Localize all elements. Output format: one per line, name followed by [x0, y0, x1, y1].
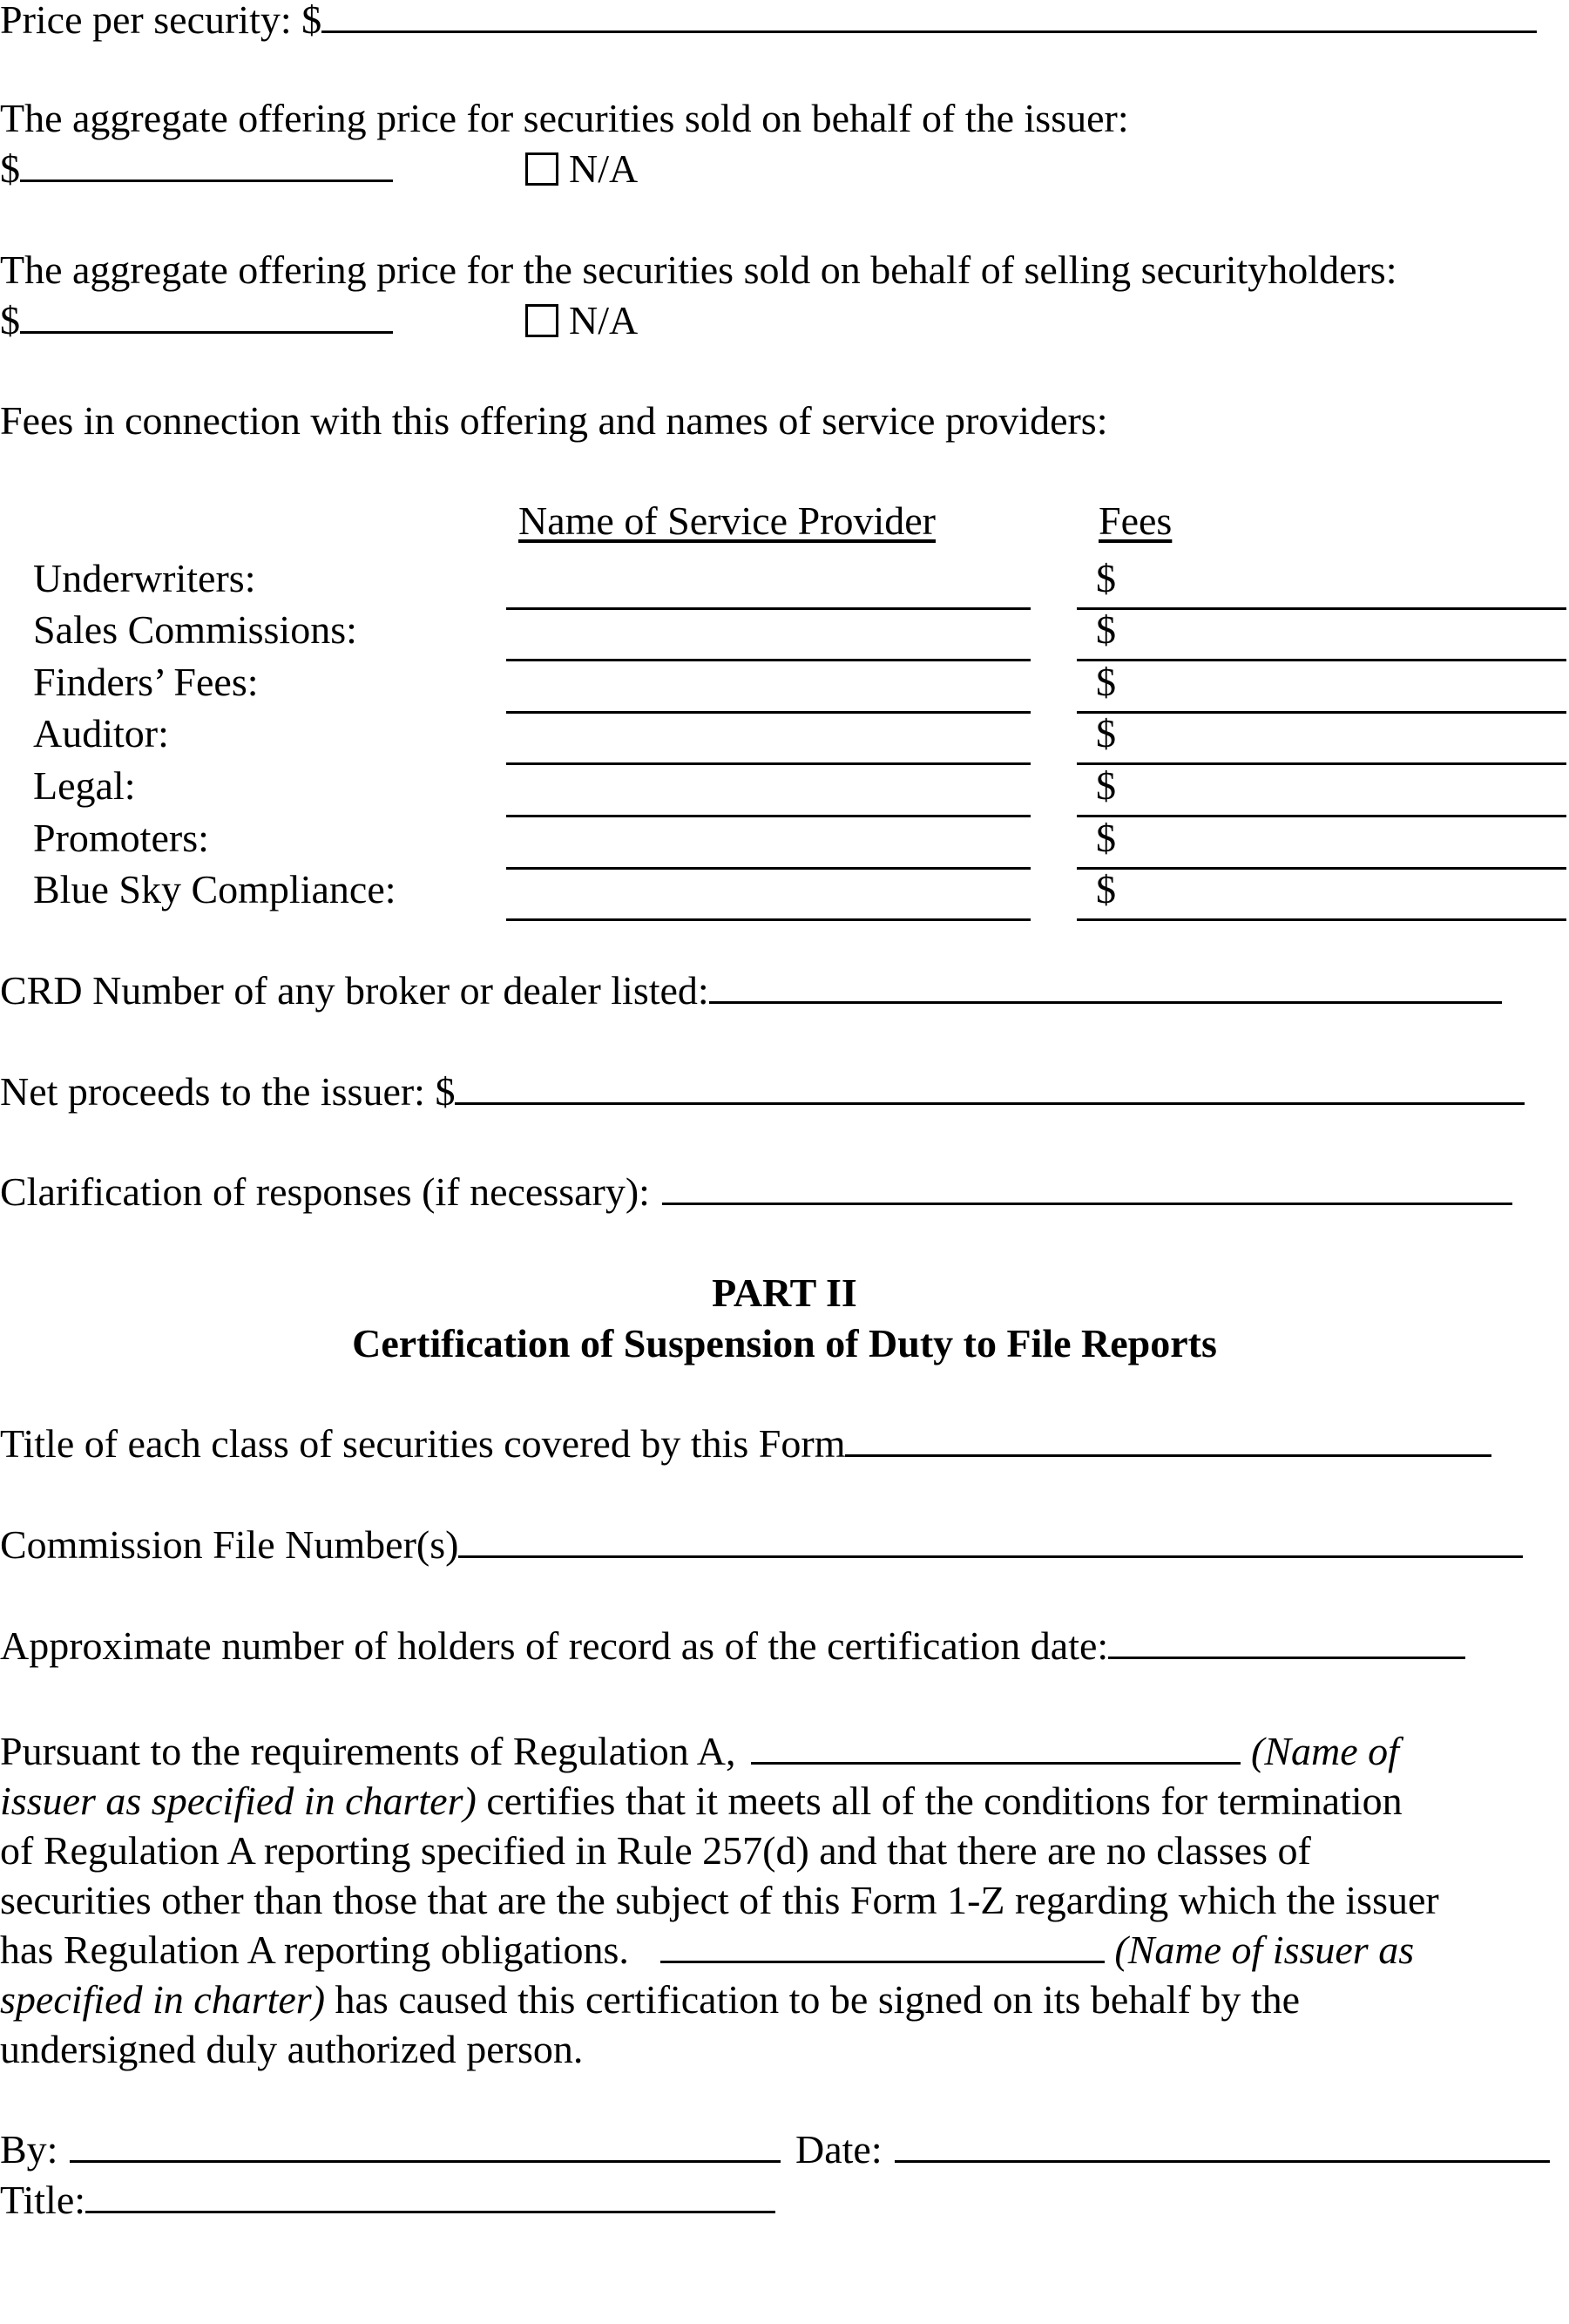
date-field[interactable] [895, 2160, 1550, 2163]
commission-file-line [0, 1522, 1523, 1567]
date-label: Date: [795, 2127, 883, 2172]
fee-row-label: Auditor: [33, 711, 169, 755]
clarification-label: Clarification of responses (if necessary): [0, 1169, 650, 1214]
fee-amount-field[interactable] [1077, 918, 1566, 921]
title-class-line [0, 1421, 1491, 1466]
fee-row-label: Legal: [33, 763, 136, 808]
price-per-security-field[interactable] [321, 30, 1537, 33]
fee-row-legal [0, 763, 1569, 816]
title-line [0, 2180, 775, 2220]
provider-name-field[interactable] [506, 815, 1031, 817]
holders-field[interactable] [1108, 1657, 1465, 1659]
fee-row-label: Finders’ Fees: [33, 660, 259, 704]
fee-row-underwriters [0, 556, 1569, 609]
para-text: has Regulation A reporting obligations. [0, 1928, 629, 1972]
col-header-fees: Fees [1099, 498, 1173, 543]
provider-name-field[interactable] [506, 659, 1031, 661]
clarification-field[interactable] [662, 1203, 1512, 1205]
agg-selling-line [0, 298, 393, 342]
part2-subheading: Certification of Suspension of Duty to File Reports [352, 1321, 1217, 1365]
para-text: securities other than those that are the subject of this Form 1-Z regarding which the issuer [0, 1878, 1439, 1922]
para-text: Pursuant to the requirements of Regulation A, [0, 1729, 736, 1773]
holders-line [0, 1623, 1465, 1668]
title-label: Title: [0, 2178, 86, 2222]
col-header-name: Name of Service Provider [518, 498, 937, 543]
dollar-sign: $ [1096, 607, 1116, 652]
para-text: of Regulation A reporting specified in Rule 257(d) and that there are no classes of [0, 1828, 1311, 1873]
by-label: By: [0, 2127, 58, 2172]
dollar-sign: $ [1096, 763, 1116, 808]
title-class-field[interactable] [845, 1454, 1491, 1457]
para-italic-text: issuer as specified in charter) [0, 1779, 477, 1823]
para-italic-text: specified in charter) [0, 1977, 326, 2022]
agg-selling-label: The aggregate offering price for the securities sold on behalf of selling securityholders: [0, 247, 1397, 292]
fee-row-auditor [0, 711, 1569, 764]
crd-label: CRD Number of any broker or dealer listed: [0, 968, 709, 1013]
commission-file-label: Commission File Number(s) [0, 1522, 459, 1567]
provider-name-field[interactable] [506, 918, 1031, 921]
para-text: has caused this certification to be signed on its behalf by the [325, 1977, 1301, 2022]
certification-paragraph [0, 1726, 1569, 2074]
clarification-line [0, 1169, 1512, 1214]
fee-amount-field[interactable] [1077, 659, 1566, 661]
crd-field[interactable] [709, 1001, 1502, 1004]
fee-row-label: Promoters: [33, 816, 209, 860]
dollar-sign: $ [1096, 556, 1116, 600]
agg-selling-field[interactable] [20, 331, 393, 334]
fee-amount-field[interactable] [1077, 762, 1566, 765]
para-italic-text: (Name of issuer as [1114, 1928, 1415, 1972]
date-line [795, 2127, 1550, 2172]
title-field[interactable] [85, 2211, 775, 2213]
issuer-name-field[interactable] [751, 1762, 1241, 1765]
fee-row-label: Underwriters: [33, 556, 256, 600]
agg-selling-na-checkbox[interactable] [525, 304, 558, 337]
agg-issuer-field[interactable] [20, 180, 393, 182]
fee-row-blue-sky [0, 867, 1569, 920]
fee-row-promoters [0, 818, 1569, 869]
dollar-sign: $ [1096, 660, 1116, 704]
crd-line [0, 968, 1502, 1013]
agg-issuer-na-checkbox[interactable] [525, 152, 558, 186]
net-proceeds-label: Net proceeds to the issuer: $ [0, 1069, 456, 1114]
dollar-sign: $ [0, 298, 20, 342]
fee-row-sales-commissions [0, 607, 1569, 661]
para-text: undersigned duly authorized person. [0, 2027, 584, 2071]
part2-heading: PART II [712, 1270, 857, 1315]
na-label: N/A [569, 146, 639, 191]
agg-issuer-line [0, 146, 393, 191]
para-text: certifies that it meets all of the conditions for termination [476, 1779, 1403, 1823]
fee-amount-field[interactable] [1077, 815, 1566, 817]
na-label: N/A [569, 298, 639, 342]
fee-row-label: Sales Commissions: [33, 607, 357, 652]
price-per-security-line [0, 0, 1537, 40]
price-per-security-label: Price per security: $ [0, 0, 322, 42]
provider-name-field[interactable] [506, 762, 1031, 765]
agg-issuer-na [525, 146, 639, 191]
issuer-name-field-2[interactable] [660, 1961, 1105, 1963]
by-field[interactable] [70, 2160, 781, 2163]
dollar-sign: $ [1096, 867, 1116, 911]
agg-issuer-label: The aggregate offering price for securities sold on behalf of the issuer: [0, 96, 1129, 140]
net-proceeds-field[interactable] [455, 1102, 1525, 1105]
dollar-sign: $ [1096, 711, 1116, 755]
by-line [0, 2127, 781, 2172]
fee-row-label: Blue Sky Compliance: [33, 867, 396, 911]
dollar-sign: $ [1096, 816, 1116, 860]
title-class-label: Title of each class of securities covered by this Form [0, 1421, 846, 1466]
holders-label: Approximate number of holders of record as of the certification date: [0, 1623, 1109, 1668]
commission-file-field[interactable] [458, 1555, 1523, 1558]
agg-selling-na [525, 298, 639, 342]
fees-intro: Fees in connection with this offering and names of service providers: [0, 398, 1108, 443]
para-italic-text: (Name of [1250, 1729, 1399, 1773]
net-proceeds-line [0, 1069, 1525, 1114]
fee-row-finders-fees [0, 662, 1569, 713]
dollar-sign: $ [0, 146, 20, 191]
